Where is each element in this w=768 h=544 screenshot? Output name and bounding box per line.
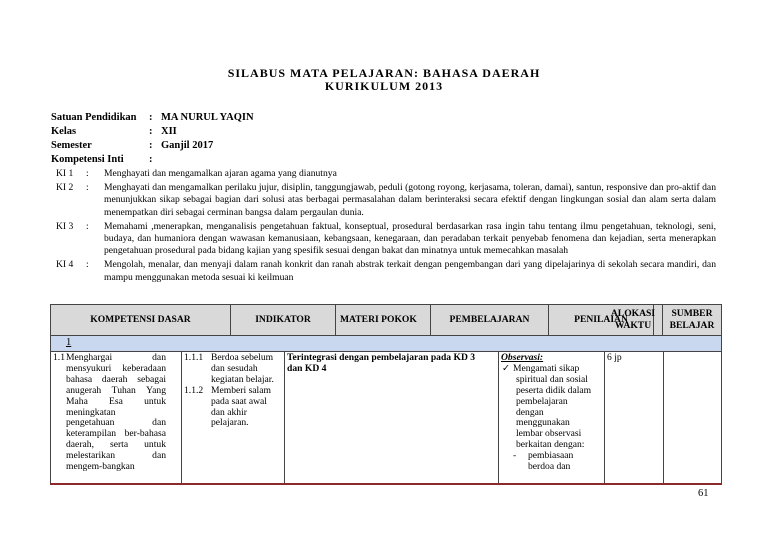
- penilaian-subitem: [501, 451, 603, 473]
- meta-label: Kompetensi Inti: [51, 154, 124, 165]
- penilaian-cell: [501, 353, 603, 473]
- ki-colon: :: [86, 259, 89, 271]
- ki-code: KI 3: [56, 220, 74, 232]
- ki-code: KI 2: [56, 182, 74, 194]
- header-penilaian: PENILAIAN: [549, 305, 654, 335]
- bottom-rule: [50, 483, 722, 485]
- ki-colon: :: [86, 220, 89, 232]
- meta-value: Ganjil 2017: [161, 140, 214, 151]
- indikator-line: Memberi salam: [211, 384, 271, 396]
- penilaian-title: Observasi:: [501, 352, 544, 363]
- kompetensi-inti-list: [56, 168, 716, 286]
- kd-line: pengetahuan dan: [66, 417, 166, 429]
- header-pembelajaran: PEMBELAJARAN: [431, 305, 549, 335]
- penilaian-line: spiritual dan sosial: [516, 373, 588, 385]
- page-number: 61: [698, 488, 709, 499]
- dash-bullet: -: [513, 450, 517, 462]
- ki-text: Menghayati dan mengamalkan ajaran agama yang dianutnya: [104, 168, 337, 179]
- meta-value: MA NURUL YAQIN: [161, 112, 254, 123]
- indikator-cell: [184, 353, 282, 429]
- meta-label: Semester: [51, 140, 92, 151]
- header-alokasi-line2: WAKTU: [614, 320, 652, 331]
- header-alokasi-line1: ALOKASI: [610, 308, 656, 319]
- penilaian-subline: pembiasaan: [528, 450, 574, 462]
- ki-item: [56, 182, 716, 219]
- penilaian-line: menggunakan: [516, 417, 570, 429]
- ki-code: KI 4: [56, 259, 74, 271]
- penilaian-item: [501, 364, 603, 451]
- header-materi-pokok: MATERI POKOK: [336, 305, 431, 335]
- indikator-item: [184, 386, 282, 430]
- indikator-number: 1.1.2: [184, 384, 204, 396]
- meta-label: Satuan Pendidikan: [51, 112, 137, 123]
- header-kompetensi-dasar: KOMPETENSI DASAR: [51, 305, 231, 335]
- penilaian-line: peserta didik dalam: [516, 384, 592, 396]
- document-subtitle: KURIKULUM 2013: [324, 79, 444, 93]
- alokasi-cell: 6 jp: [607, 352, 622, 363]
- indikator-number: 1.1.1: [184, 352, 204, 363]
- table-header: [50, 304, 722, 336]
- kd-line: anugerah Tuhan Yang: [66, 384, 166, 396]
- indikator-line: dan akhir: [211, 406, 247, 418]
- kd-line: Menghargai dan: [66, 352, 166, 363]
- ki-colon: :: [86, 182, 89, 194]
- indikator-line: Berdoa sebelum: [211, 352, 274, 363]
- materi-line: Terintegrasi dengan pembelajaran pada KD 3: [287, 352, 476, 363]
- indikator-item: [184, 353, 282, 386]
- penilaian-line: dengan: [516, 406, 544, 418]
- indikator-line: kegiatan belajar.: [211, 373, 274, 385]
- meta-colon: :: [149, 126, 153, 137]
- kd-line: daerah, serta untuk: [66, 439, 166, 451]
- meta-colon: :: [149, 140, 153, 151]
- meta-label: Kelas: [51, 126, 77, 137]
- checkmark-icon: ✓: [502, 362, 511, 374]
- materi-line: dan KD 4: [287, 362, 327, 374]
- meta-colon: :: [149, 154, 153, 165]
- ki-text: Mengolah, menalar, dan menyaji dalam ranah konkrit dan ranah abstrak terkait dengan pengembangan dari yang dipelajarinya di sekolah secara mandiri, dan mampu menggunakan metoda sesuai ki keilmuan: [104, 259, 716, 283]
- ki-text: Memahami ,menerapkan, menganalisis pengetahuan faktual, konseptual, prosedural berdasarkan rasa ingin tahu tentang ilmu pengetahuan, teknologi, seni, budaya, dan humaniora dengan wawasan kemanusiaan, kebangsaan, kenegaraan, dan peradaban terkait penyebab fenomena dan kejadian, serta menerapkan pengetahuan prosedural pada bidang kajian yang spesifik sesuai dengan bakat dan minatnya untuk memecahkan masalah: [104, 220, 716, 257]
- kd-line: meningkatan: [66, 406, 116, 418]
- ki-colon: :: [86, 168, 89, 179]
- ki-text: Menghayati dan mengamalkan perilaku jujur, disiplin, tanggungjawab, peduli (gotong royong, kerjasama, toleran, damai), santun, responsive dan pro-aktif dan menunjukkan sikap sebagai bagian dari solusi atas berbagai permasalahan dalam berinteraksi secara efektif dengan lingkungan sosial dan alam serta dalam menempatkan diri sebagai cerminan bangsa dalam pergaulan dunia.: [104, 182, 716, 218]
- header-sumber-line2: BELAJAR: [669, 320, 715, 331]
- penilaian-line: pembelajaran: [516, 395, 568, 407]
- header-sumber-line1: SUMBER: [671, 308, 713, 319]
- kd-text: [66, 353, 166, 473]
- header-indikator: INDIKATOR: [231, 305, 336, 335]
- kd-number: 1.1: [53, 352, 65, 363]
- ki-code: KI 1: [56, 168, 74, 179]
- indikator-line: pelajaran.: [211, 417, 249, 429]
- header-sumber-belajar: [663, 305, 721, 335]
- materi-cell: [287, 353, 497, 375]
- ki-item: [56, 168, 716, 180]
- penilaian-line: lembar observasi: [516, 428, 582, 440]
- indikator-line: pada saat awal: [211, 395, 267, 407]
- document-title: SILABUS MATA PELAJARAN: BAHASA DAERAH: [227, 66, 541, 80]
- kd-line: melestarikan dan: [66, 450, 166, 462]
- kd-line: mengem-bangkan: [66, 461, 135, 473]
- indikator-line: dan sesudah: [211, 362, 258, 374]
- meta-colon: :: [149, 112, 153, 123]
- kd-line: bahasa daerah sebagai: [66, 373, 166, 385]
- kd-line: Maha Esa untuk: [66, 395, 166, 407]
- syllabus-table: [50, 304, 722, 484]
- section-number: 1: [66, 337, 72, 348]
- meta-value: XII: [161, 126, 177, 137]
- penilaian-line: berkaitan dengan:: [516, 439, 585, 451]
- header-alokasi-waktu: [604, 305, 663, 335]
- kd-line: keterampilan ber-bahasa: [66, 428, 166, 440]
- table-row: [50, 352, 722, 484]
- ki-item: [56, 259, 716, 283]
- ki-item: [56, 221, 716, 258]
- penilaian-subline: berdoa dan: [528, 461, 571, 473]
- section-bar: [50, 336, 722, 352]
- kd-line: mensyukuri keberadaan: [66, 362, 166, 374]
- penilaian-line: Mengamati sikap: [513, 362, 580, 374]
